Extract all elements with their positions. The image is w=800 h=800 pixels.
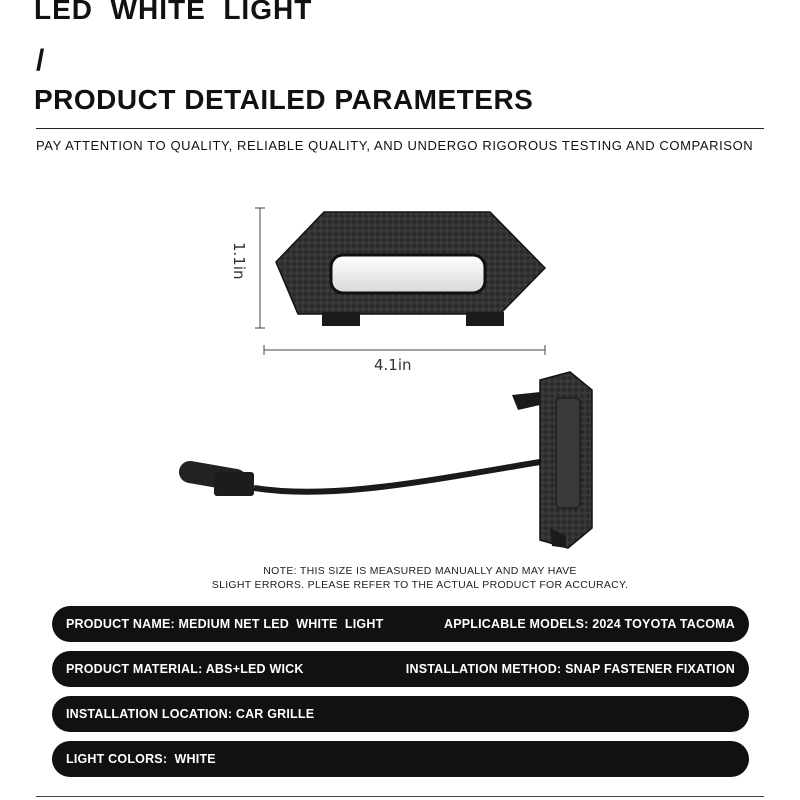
param-installation-method: INSTALLATION METHOD: SNAP FASTENER FIXATION (405, 662, 735, 676)
page-subtitle: PRODUCT DETAILED PARAMETERS (34, 84, 534, 115)
param-product-name: PRODUCT NAME: MEDIUM NET LED WHITE LIGHT (66, 617, 384, 631)
page-title: LED WHITE LIGHT (34, 0, 313, 25)
height-label: 1.1in (230, 242, 248, 280)
param-product-material: PRODUCT MATERIAL: ABS+LED WICK (66, 662, 304, 676)
param-row (52, 651, 749, 687)
param-row (52, 741, 749, 777)
measurement-note-line1: NOTE: THIS SIZE IS MEASURED MANUALLY AND MAY HAVE (263, 565, 577, 577)
bottom-divider (36, 796, 764, 797)
param-installation-location: INSTALLATION LOCATION: CAR GRILLE (66, 707, 315, 721)
title-separator: / (36, 44, 45, 77)
tagline: PAY ATTENTION TO QUALITY, RELIABLE QUALITY, AND UNDERGO RIGOROUS TESTING AND COMPARISON (36, 138, 754, 153)
width-label: 4.1in (374, 356, 412, 374)
height-dimension (230, 208, 265, 328)
side-view-light (190, 372, 592, 548)
param-light-colors: LIGHT COLORS: WHITE (66, 752, 216, 766)
param-row (52, 606, 749, 642)
width-dimension (264, 345, 545, 374)
param-row (52, 696, 749, 732)
param-applicable-models: APPLICABLE MODELS: 2024 TOYOTA TACOMA (444, 617, 735, 631)
measurement-note-line2: SLIGHT ERRORS. PLEASE REFER TO THE ACTUAL PRODUCT FOR ACCURACY. (211, 579, 629, 591)
front-view-light (276, 212, 545, 326)
